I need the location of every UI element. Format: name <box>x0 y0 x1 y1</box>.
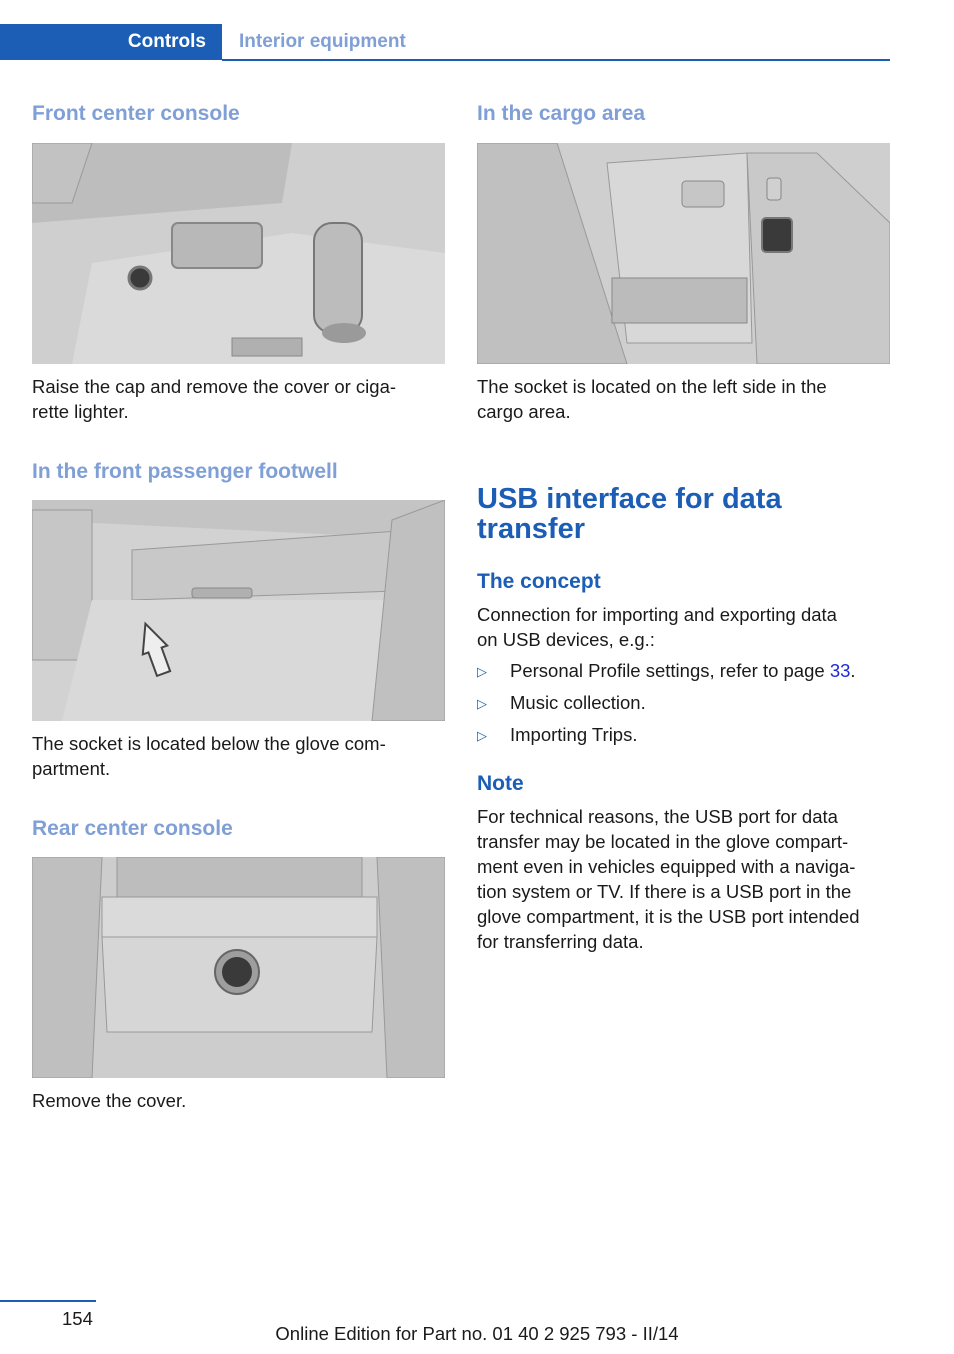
cargo-area-caption: The socket is located on the left side in the cargo area. <box>477 376 827 422</box>
usb-interface-title: USB interface for data transfer <box>477 483 782 545</box>
header-section-label: Controls <box>127 31 206 52</box>
passenger-footwell-illustration <box>32 500 445 721</box>
rear-center-console-caption: Remove the cover. <box>32 1090 187 1111</box>
bullet-text: Music collection. <box>510 692 646 713</box>
header-rule <box>222 59 890 61</box>
triangle-bullet-icon: ▷ <box>477 696 487 711</box>
rear-center-console-illustration <box>32 857 445 1078</box>
passenger-footwell-heading: In the front passenger footwell <box>32 460 338 483</box>
footer-rule <box>0 1300 96 1302</box>
header-subsection-label: Interior equipment <box>239 31 406 52</box>
page-number: 154 <box>62 1308 93 1329</box>
concept-heading: The concept <box>477 570 601 593</box>
bullet-text: Personal Profile settings, refer to page <box>510 660 830 681</box>
front-center-console-heading: Front center console <box>32 102 240 125</box>
cargo-area-illustration <box>477 143 890 364</box>
note-heading: Note <box>477 772 524 795</box>
front-center-console-illustration <box>32 143 445 364</box>
front-center-console-caption: Raise the cap and remove the cover or ciga- rette lighter. <box>32 376 397 422</box>
header-section-tab <box>0 24 222 60</box>
triangle-bullet-icon: ▷ <box>477 728 487 743</box>
bullet-text: Importing Trips. <box>510 724 638 745</box>
bullet-suffix: . <box>850 660 856 681</box>
triangle-bullet-icon: ▷ <box>477 664 487 679</box>
note-text: For technical reasons, the USB port for data transfer may be located in the glove compart- ment even in vehicles equipped with a naviga- tion system or TV. If there is a USB port in the glove compartment, it is the USB port intended for transferring data. <box>477 806 860 952</box>
cargo-area-heading: In the cargo area <box>477 102 646 125</box>
bullet-item <box>477 722 638 748</box>
bullet-item <box>477 690 646 716</box>
rear-center-console-heading: Rear center console <box>32 817 233 840</box>
passenger-footwell-caption: The socket is located below the glove com- partment. <box>32 733 386 779</box>
page-reference-link[interactable]: 33 <box>829 660 851 681</box>
edition-note: Online Edition for Part no. 01 40 2 925 793 - II/14 <box>275 1323 679 1344</box>
concept-text: Connection for importing and exporting data on USB devices, e.g.: <box>477 604 837 650</box>
bullet-item <box>477 658 856 684</box>
